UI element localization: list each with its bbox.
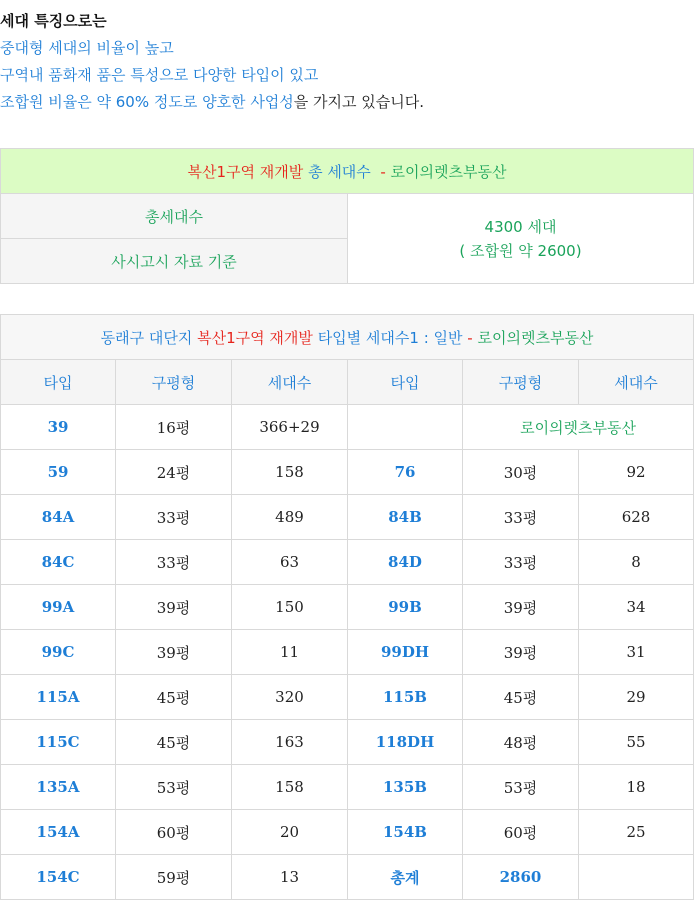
type-cell: 59	[1, 450, 116, 495]
pyeong-cell: 48평	[463, 720, 579, 765]
intro-heading: 세대 특징으로는	[0, 12, 107, 30]
pyeong-cell: 39평	[463, 585, 579, 630]
pyeong-cell: 39평	[116, 585, 232, 630]
pyeong-cell: 59평	[116, 855, 232, 900]
households-cell: 628	[579, 495, 694, 540]
empty-cell	[348, 405, 463, 450]
intro-line-3-highlight: 조합원 비율은 약 60% 정도로 양호한 사업성	[0, 93, 294, 111]
pyeong-cell: 33평	[116, 540, 232, 585]
table-row	[1, 855, 694, 900]
type-cell: 99B	[348, 585, 463, 630]
summary-title	[1, 149, 694, 194]
pyeong-cell: 60평	[463, 810, 579, 855]
summary-title-separator: -	[380, 162, 386, 181]
header-households: 세대수	[232, 360, 348, 405]
households-cell: 158	[232, 765, 348, 810]
total-value-cell: 2860	[463, 855, 579, 900]
type-cell: 99A	[1, 585, 116, 630]
intro-section	[0, 8, 695, 116]
households-cell: 489	[232, 495, 348, 540]
header-pyeong-2: 구평형	[463, 360, 579, 405]
pyeong-cell: 60평	[116, 810, 232, 855]
header-type: 타입	[1, 360, 116, 405]
pyeong-cell: 45평	[116, 720, 232, 765]
households-cell: 20	[232, 810, 348, 855]
type-cell: 84C	[1, 540, 116, 585]
type-cell: 99C	[1, 630, 116, 675]
type-cell: 154C	[1, 855, 116, 900]
households-cell: 18	[579, 765, 694, 810]
summary-title-brand: 로이의렛츠부동산	[390, 162, 507, 181]
pyeong-cell: 45평	[116, 675, 232, 720]
type-cell: 135B	[348, 765, 463, 810]
type-cell: 84D	[348, 540, 463, 585]
table-row	[1, 630, 694, 675]
households-cell: 63	[232, 540, 348, 585]
table-row	[1, 405, 694, 450]
type-cell: 118DH	[348, 720, 463, 765]
total-label-cell: 총계	[348, 855, 463, 900]
summary-value-households: 4300 세대	[484, 217, 557, 236]
households-cell: 25	[579, 810, 694, 855]
table-row	[1, 540, 694, 585]
summary-value	[348, 194, 694, 284]
pyeong-cell: 30평	[463, 450, 579, 495]
type-cell: 99DH	[348, 630, 463, 675]
households-cell: 29	[579, 675, 694, 720]
households-cell: 55	[579, 720, 694, 765]
type-cell: 115A	[1, 675, 116, 720]
households-cell: 320	[232, 675, 348, 720]
type-cell: 135A	[1, 765, 116, 810]
type-cell: 76	[348, 450, 463, 495]
brand-cell: 로이의렛츠부동산	[463, 405, 694, 450]
pyeong-cell: 39평	[116, 630, 232, 675]
households-cell: 31	[579, 630, 694, 675]
pyeong-cell: 53평	[116, 765, 232, 810]
households-cell: 158	[232, 450, 348, 495]
intro-line-1: 중대형 세대의 비율이 높고	[0, 39, 174, 57]
types-title-brand: 로이의렛츠부동산	[477, 328, 594, 347]
households-cell: 163	[232, 720, 348, 765]
summary-table	[0, 148, 694, 284]
header-type-2: 타입	[348, 360, 463, 405]
pyeong-cell: 16평	[116, 405, 232, 450]
table-row	[1, 810, 694, 855]
households-cell: 150	[232, 585, 348, 630]
types-table	[0, 314, 694, 900]
pyeong-cell: 53평	[463, 765, 579, 810]
table-row	[1, 675, 694, 720]
types-title-district: 동래구 대단지	[100, 328, 193, 347]
types-header-row	[1, 360, 694, 405]
summary-title-project: 복산1구역 재개발	[187, 162, 304, 181]
type-cell: 84A	[1, 495, 116, 540]
intro-line-2: 구역내 품화재 품은 특성으로 다양한 타입이 있고	[0, 66, 319, 84]
table-row	[1, 765, 694, 810]
households-cell: 366+29	[232, 405, 348, 450]
pyeong-cell: 33평	[463, 495, 579, 540]
households-cell: 11	[232, 630, 348, 675]
type-cell: 154A	[1, 810, 116, 855]
pyeong-cell: 24평	[116, 450, 232, 495]
types-table-title	[1, 315, 694, 360]
types-title-project: 복산1구역 재개발	[197, 328, 313, 347]
type-cell: 39	[1, 405, 116, 450]
summary-label-basis: 사시고시 자료 기준	[1, 239, 348, 284]
types-title-separator: -	[467, 328, 473, 347]
households-cell: 92	[579, 450, 694, 495]
type-cell: 154B	[348, 810, 463, 855]
households-cell: 13	[232, 855, 348, 900]
table-row	[1, 495, 694, 540]
type-cell: 115B	[348, 675, 463, 720]
table-row	[1, 450, 694, 495]
pyeong-cell: 33평	[463, 540, 579, 585]
type-cell: 115C	[1, 720, 116, 765]
households-cell: 34	[579, 585, 694, 630]
header-households-2: 세대수	[579, 360, 694, 405]
empty-cell	[579, 855, 694, 900]
intro-line-3	[0, 89, 695, 116]
households-cell: 8	[579, 540, 694, 585]
types-title-subject: 타입별 세대수1 : 일반	[317, 328, 463, 347]
summary-label-total: 총세대수	[1, 194, 348, 239]
type-cell: 84B	[348, 495, 463, 540]
table-row	[1, 585, 694, 630]
summary-title-subject: 총 세대수	[308, 162, 371, 181]
pyeong-cell: 45평	[463, 675, 579, 720]
table-row	[1, 720, 694, 765]
pyeong-cell: 39평	[463, 630, 579, 675]
intro-line-3-rest: 을 가지고 있습니다.	[293, 93, 425, 111]
pyeong-cell: 33평	[116, 495, 232, 540]
header-pyeong: 구평형	[116, 360, 232, 405]
summary-value-members: ( 조합원 약 2600)	[459, 241, 582, 260]
